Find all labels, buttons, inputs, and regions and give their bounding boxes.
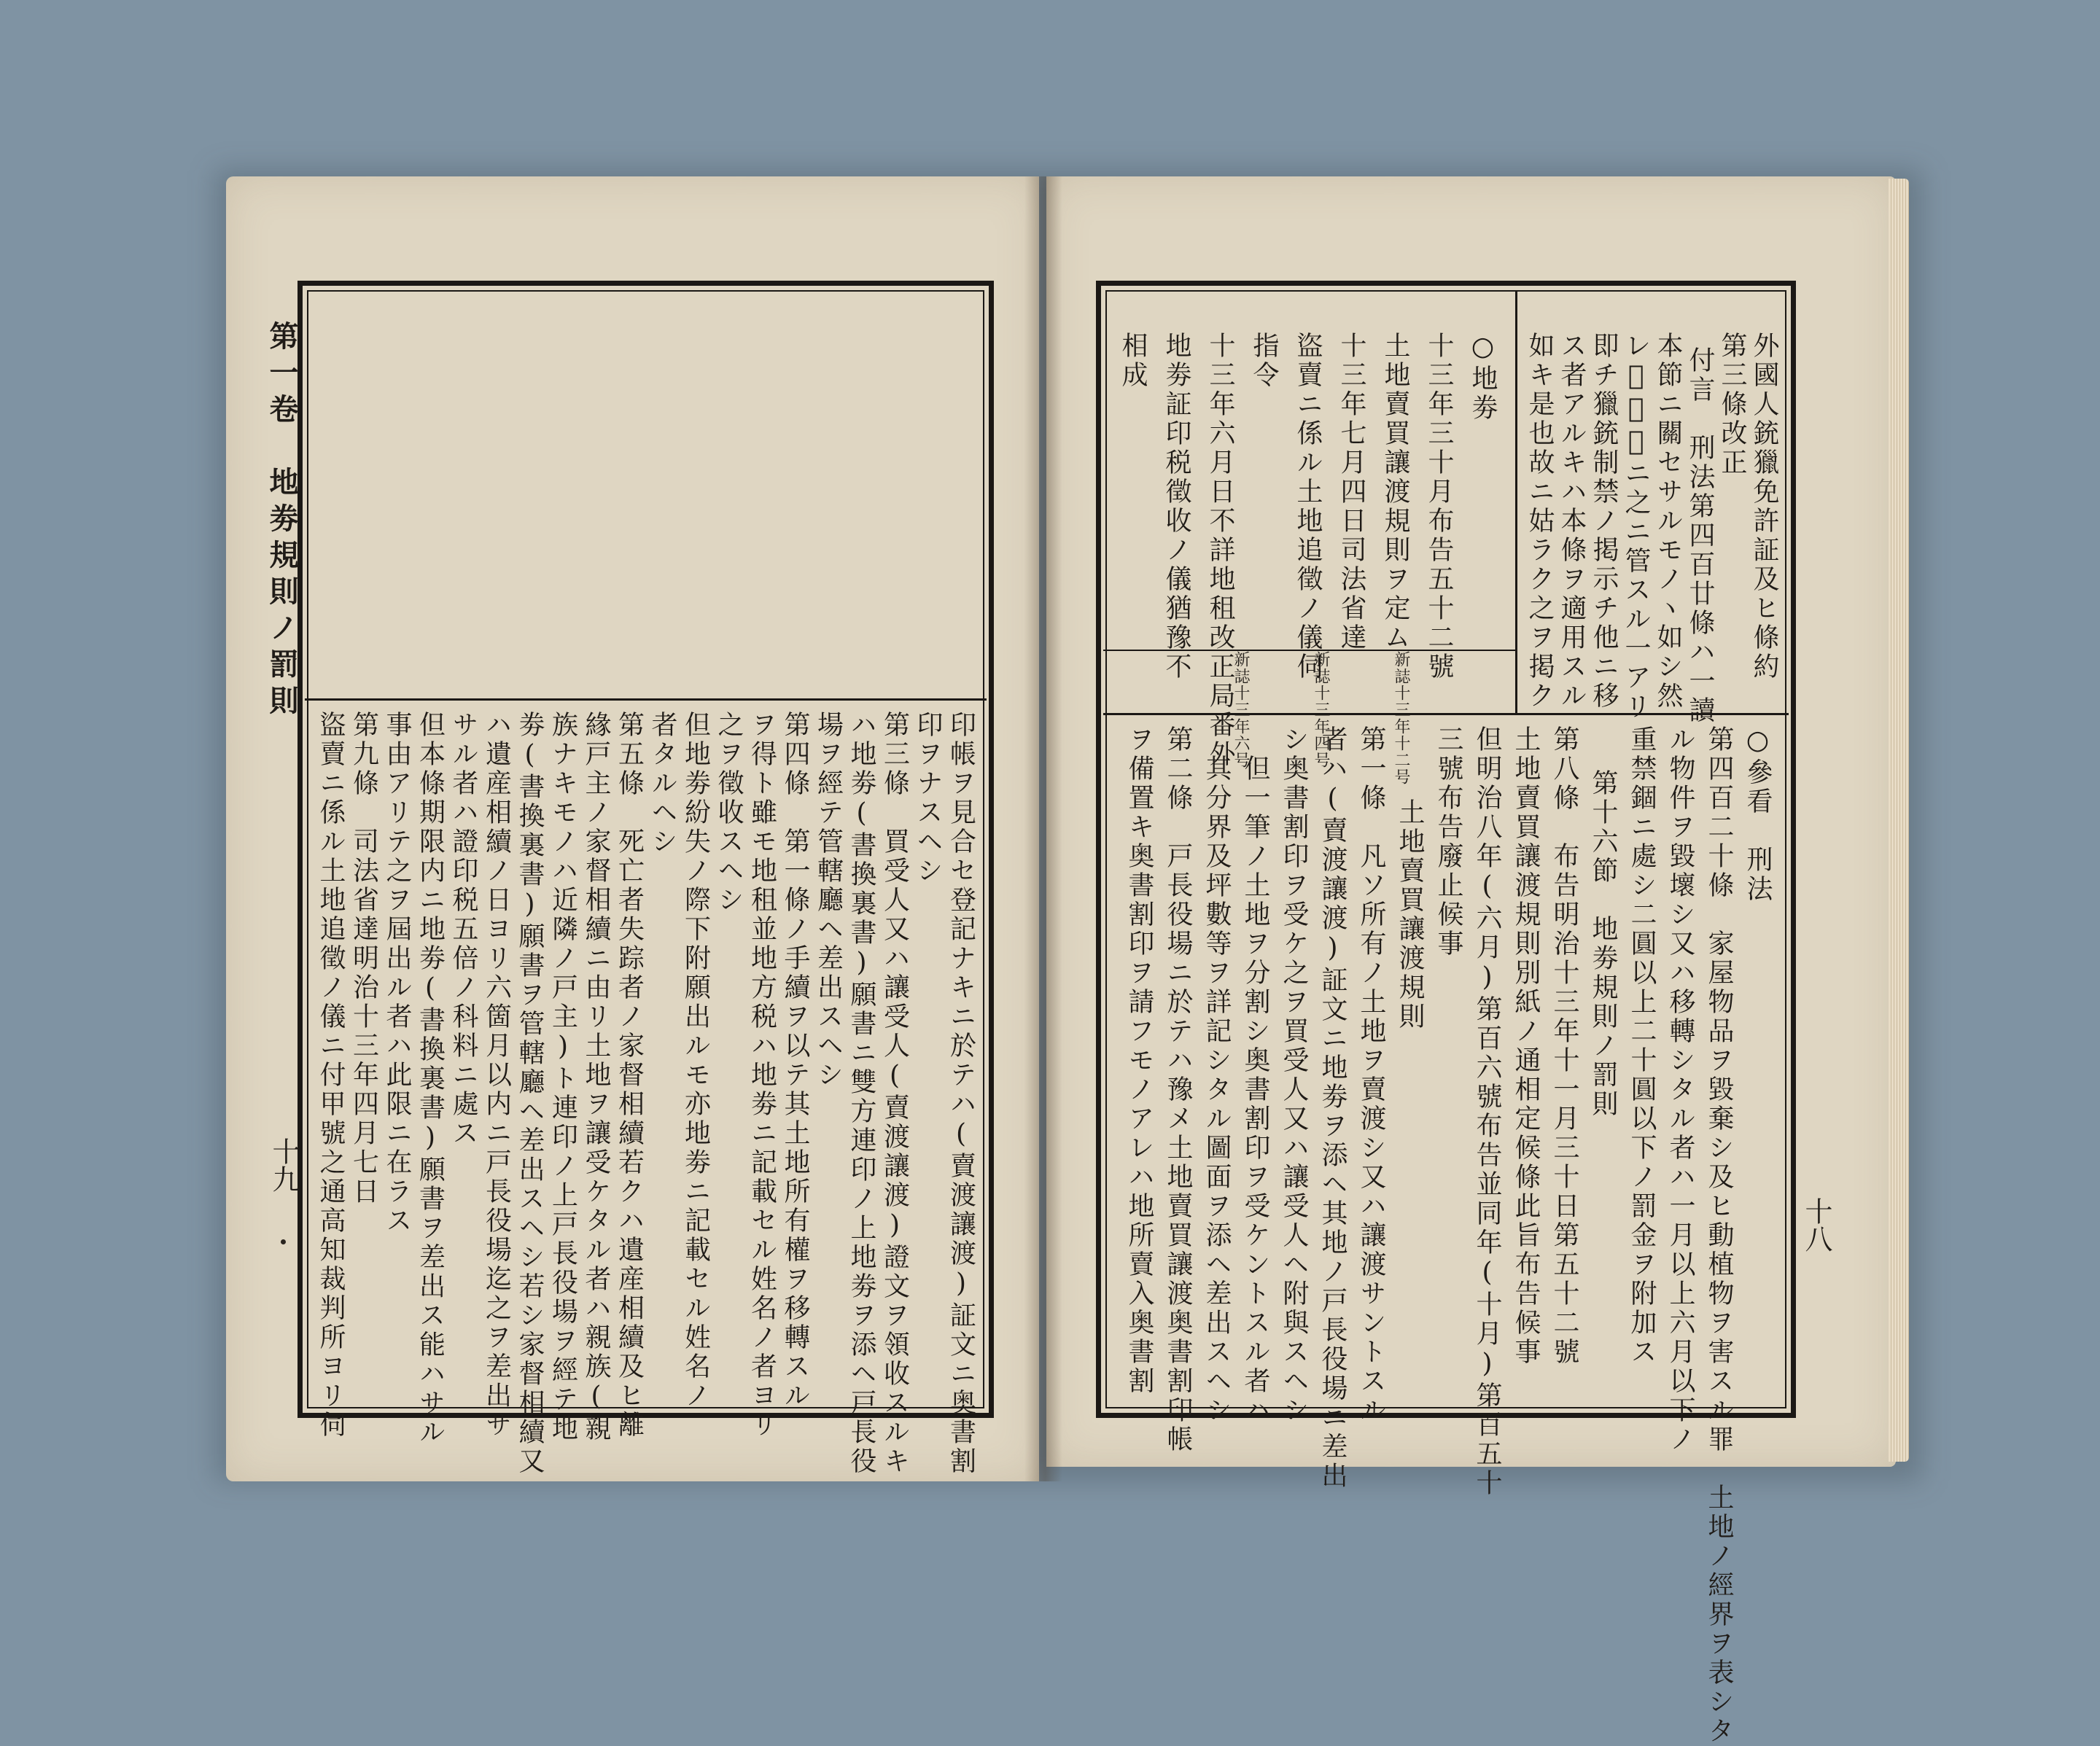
left-top-box-divider — [305, 698, 987, 701]
right-page-number: 十八 — [1800, 1197, 1832, 1252]
right-top-right-column: 十三年六月日不詳地租改正局番外 — [1205, 332, 1235, 769]
right-top-right-column: 十三年七月四日司法省達 — [1337, 332, 1366, 652]
left-body-column: 但地劵紛失ノ際下附願出ルモ亦地劵ニ記載セル姓名ノ — [680, 711, 711, 1411]
side-note: 新誌十三年四号 — [1312, 651, 1330, 768]
side-note: 新誌十三年十二号 — [1392, 651, 1410, 785]
right-top-left-column: 第三條改正 — [1717, 332, 1747, 478]
right-bottom-column: 但明治八年(六月)第百六號布告並同年(十月)第百五十 — [1472, 725, 1502, 1498]
side-note: 新誌十三年六号 — [1232, 651, 1250, 768]
right-bottom-text — [1108, 725, 1783, 1746]
left-body-column: サル者ハ證印税五倍ノ科料ニ處ス — [448, 711, 478, 1148]
right-top-right-column: 相成 — [1118, 332, 1148, 390]
book-gutter — [1024, 176, 1062, 1481]
left-body-column: ヲ得ト雖モ地租並地方税ハ地劵ニ記載セル姓名ノ者ヨリ — [747, 711, 777, 1440]
right-top-column-divider — [1515, 290, 1517, 713]
left-body-column: 印帳ヲ見合セ登記ナキニ於テハ(賣渡讓渡)証文ニ奥書割 — [946, 711, 976, 1476]
left-body-column: 第九條 司法省達明治十三年四月七日 — [349, 711, 379, 1207]
right-bottom-column: 重禁錮ニ處シ二圓以上二十圓以下ノ罰金ヲ附加ス — [1627, 725, 1657, 1367]
left-body-column: ハ遺産相續ノ日ヨリ六箇月以内ニ戸長役場迄之ヲ差出サ — [481, 711, 512, 1440]
right-bottom-column: 第二條 戸長役場ニ於テハ豫メ土地賣買讓渡奥書割印帳 — [1163, 725, 1193, 1454]
right-top-left-column: 如キ是也故ニ姑ラク之ヲ掲ク — [1525, 332, 1555, 711]
left-body-column: 緣戸主ノ家督相續ニ由リ土地ヲ讓受ケタル者ハ親族(親 — [581, 711, 611, 1443]
right-top-left-column: レ𪜈間接ニ之ニ管スル⼀アリ — [1621, 332, 1651, 722]
right-top-left-column: 外國人銃獵免許証及ヒ條約 — [1749, 332, 1779, 682]
right-bottom-column: 土地賣買讓渡規則別紙ノ通相定候條此旨布告候事 — [1511, 725, 1541, 1367]
right-side-notes — [1225, 651, 1473, 785]
right-bottom-column: 其分界及坪數等ヲ詳記シタル圖面ヲ添ヘ差出スヘシ — [1202, 755, 1232, 1425]
right-bottom-column: ヲ備置キ奥書割印ヲ請フモノアレハ地所賣入奥書割 — [1124, 725, 1154, 1396]
right-top-right-column: 地劵証印税徵收ノ儀猶豫不 — [1162, 332, 1191, 682]
left-body-column: 第四條 第一條ノ手續ヲ以テ其土地所有權ヲ移轉スル — [780, 711, 810, 1411]
right-bottom-column: 第十六節 地劵規則ノ罰則 — [1588, 769, 1618, 1119]
left-body-column: 第三條 買受人又ハ讓受人(賣渡讓渡)證文ヲ領收スルキ — [879, 711, 910, 1476]
right-bottom-column: ○參看 刑法 — [1743, 725, 1773, 904]
right-bottom-column: 但一筆ノ土地ヲ分割シ奥書割印ヲ受ケントスル者ハ — [1240, 755, 1270, 1425]
right-bottom-column: 三號布告廢止候事 — [1434, 725, 1463, 959]
right-bottom-column: 土地賣買讓渡規則 — [1395, 798, 1425, 1032]
right-top-right-column: ○地劵 — [1468, 332, 1498, 423]
right-top-right-column: 盜賣ニ係ル土地追徵ノ儀伺 — [1293, 332, 1323, 682]
right-bottom-column: 第四百二十條 家屋物品ヲ毀棄シ及ヒ動植物ヲ害スル罪 土地ノ經界ヲ表シタ — [1704, 725, 1734, 1746]
left-body-column: 但本條期限内ニ地劵(書換裏書)願書ヲ差出ス能ハサル — [415, 711, 446, 1447]
left-page-dot — [281, 1239, 286, 1244]
left-body-column: 之ヲ徵收スヘシ — [714, 711, 744, 915]
left-top-box — [310, 292, 981, 693]
right-top-left-column: 本節ニ關セサルモノヽ如シ然 — [1653, 332, 1683, 711]
page-edges — [1889, 179, 1909, 1462]
right-top-right-column: 土地賣買讓渡規則ヲ定ム — [1380, 332, 1410, 652]
right-bottom-column: 第八條 布告明治十三年十一月三十日第五十二號 — [1549, 725, 1579, 1367]
left-body-column: 盜賣ニ係ル土地追徵ノ儀ニ付甲號之通高知裁判所ヨリ伺 — [316, 711, 346, 1440]
left-body-column: 事由アリテ之ヲ屆出ル者ハ此限ニ在ラス — [382, 711, 412, 1236]
left-body-column: 第五條 死亡者失踪者ノ家督相續若クハ遺産相續及ヒ離 — [614, 711, 645, 1440]
right-bottom-column: シ奥書割印ヲ受ケ之ヲ買受人又ハ讓受人ヘ附與スヘシ — [1279, 725, 1309, 1425]
right-top-left-column: ス者アルキハ本條ヲ適用スル — [1557, 332, 1587, 711]
left-running-title: 第一卷 地劵規則ノ罰則 — [265, 321, 299, 722]
right-top-left-block — [1520, 332, 1783, 725]
right-bottom-column: 第一條 凡ソ所有ノ土地ヲ賣渡シ又ハ讓渡サントスル — [1356, 725, 1386, 1425]
left-body-column: 場ヲ經テ管轄廳ヘ差出スヘシ — [813, 711, 844, 1090]
left-body-column: 者タルヘシ — [648, 711, 677, 857]
right-bottom-column: 者ハ(賣渡讓渡)証文ニ地劵ヲ添ヘ其地ノ戸長役場ニ差出 — [1318, 725, 1348, 1491]
left-body-column: 劵(書換裏書)願書ヲ管轄廳ヘ差出スヘシ若シ家督相續又 — [515, 711, 545, 1476]
right-bottom-column: ル物件ヲ毀壞シ又ハ移轉シタル者ハ一月以上六月以下ノ — [1665, 725, 1695, 1454]
right-top-left-column: 即チ獵銃制禁ノ掲示チ他ニ移 — [1589, 332, 1619, 711]
right-top-left-column: 付言 刑法第四百廿條ハ一讀 — [1685, 346, 1715, 725]
left-page-number: 十九 — [268, 1137, 300, 1193]
left-body-column: 印ヲナスヘシ — [913, 711, 943, 886]
left-body-text — [310, 711, 981, 1476]
right-top-right-column: 指令 — [1249, 332, 1279, 390]
left-body-column: ハ地劵(書換裏書)願書ニ雙方連印ノ上地劵ヲ添ヘ戸長役 — [847, 711, 876, 1476]
left-body-column: 族ナキモノハ近隣ノ戸主)ト連印ノ上戸長役場ヲ經テ地 — [548, 711, 578, 1443]
right-top-right-column: 十三年三十月布告五十二號 — [1424, 332, 1454, 682]
